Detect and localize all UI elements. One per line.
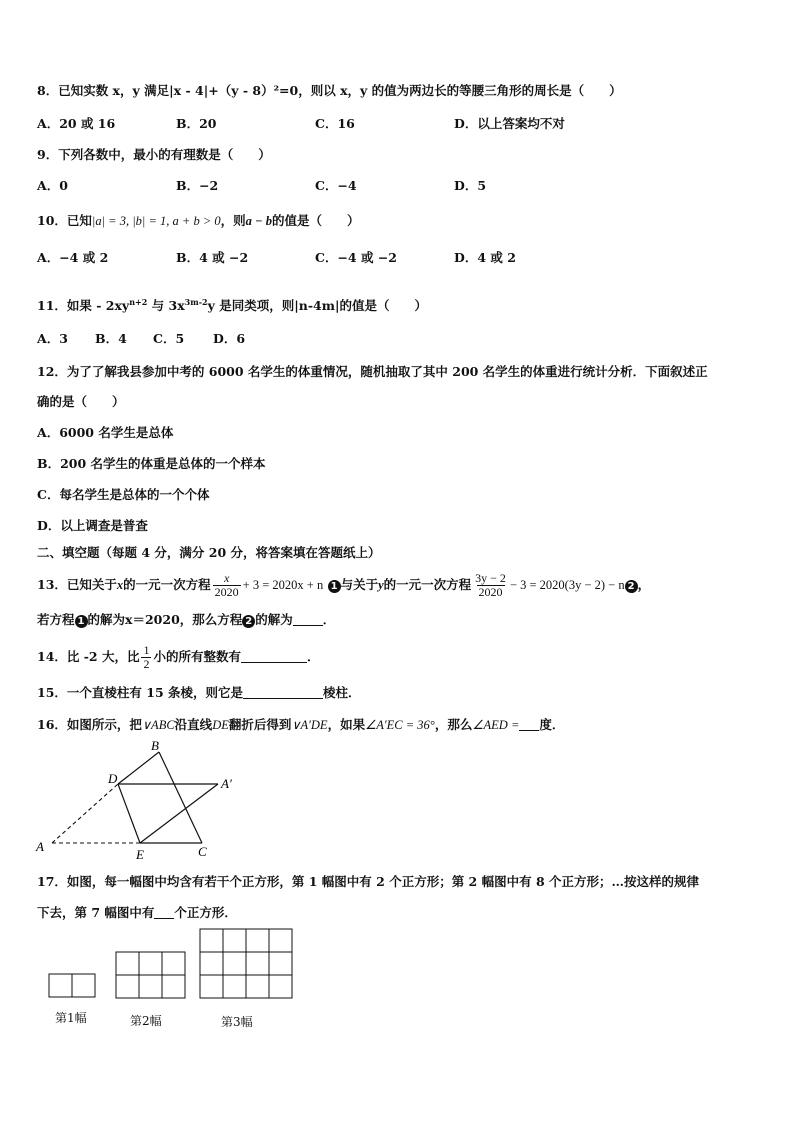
q14-frac-den: 2	[143, 657, 150, 671]
q10-expr: a − b	[245, 214, 272, 228]
q13-circle-1b: 1	[75, 615, 88, 628]
q16-angle-2: ∠AED =	[472, 718, 520, 732]
q11-option-d: D．6	[213, 331, 246, 346]
q14-end: ．	[307, 649, 320, 664]
q16-fold-figure	[30, 738, 250, 864]
label-c: C	[198, 844, 207, 859]
q16-suffix: 度．	[539, 717, 565, 732]
q10-stem	[37, 213, 360, 229]
q8-option-a: A．20 或 16	[37, 116, 116, 131]
q17-caption-3: 第3幅	[221, 1015, 253, 1029]
q13-eq1-rest: + 3 = 2020x + n	[242, 578, 324, 592]
q15-suffix: 棱柱．	[323, 685, 361, 700]
q16-p2: 沿直线	[174, 717, 213, 732]
q16-p5: ，那么	[434, 717, 473, 732]
label-a-prime: A′	[221, 776, 232, 791]
section-2-heading: 二、填空题（每题 4 分，满分 20 分，将答案填在答题纸上）	[37, 545, 381, 560]
q12-option-c: C．每名学生是总体的一个个体	[37, 487, 210, 502]
q15-line	[37, 685, 361, 701]
q16-line-de: DE	[212, 718, 229, 732]
q13-end: ．	[322, 612, 336, 627]
q11-suffix: y 是同类项，则|n-4m|的值是（ ）	[207, 298, 427, 313]
q13-p3: 与关于	[340, 577, 379, 592]
q13-frac2-num: 3y − 2	[475, 571, 506, 585]
q13-frac1-num: x	[224, 571, 230, 585]
label-d: D	[108, 771, 118, 786]
q12-line-1: 12．为了了解我县参加中考的 6000 名学生的体重情况，随机抽取了其中 200 名学生的体重进行统计分析．下面叙述正	[37, 364, 708, 379]
q10-suffix: 的值是（ ）	[272, 213, 360, 228]
q8-stem: 8．已知实数 x，y 满足|x - 4|+（y - 8）²=0，则以 x，y 的值为两边长的等腰三角形的周长是（ ）	[37, 83, 622, 98]
q10-prefix: 10．已知	[37, 213, 92, 228]
q17-answer-blank[interactable]	[154, 906, 174, 919]
q10-option-d: D．4 或 2	[454, 250, 516, 265]
q13-eq2-rest: − 3 = 2020(3y − 2) − n	[509, 578, 625, 592]
q8-option-d: D．以上答案均不对	[454, 116, 565, 131]
q15-prefix: 15．一个直棱柱有 15 条棱，则它是	[37, 685, 243, 700]
segment-ad-dashed	[52, 784, 118, 843]
q17-caption-2: 第2幅	[130, 1014, 162, 1028]
q16-answer-blank[interactable]	[519, 718, 539, 731]
q16-triangle-1: ∨ABC	[141, 718, 175, 732]
q13-line-1: 13．已知关于x的一元一次方程 $\frac{x}{2020}$ + 3 = 2020x + n 1 与关于y的一元一次方程 $\frac{3y - 2}{2020}$ − 3 = 2020(3y − 2) − n 2 ，	[37, 571, 651, 599]
label-a: A	[36, 839, 44, 854]
q13-line2-b: 的解为	[87, 612, 126, 627]
q11-option-c: C．5	[153, 331, 185, 346]
q13-p1: 13．已知关于	[37, 577, 117, 592]
segment-ea-prime	[140, 784, 218, 843]
q8-option-c: C．16	[315, 116, 355, 131]
q11-prefix: 11．如果 - 2xy	[37, 298, 130, 313]
q16-triangle-2: ∨A′DE	[291, 718, 328, 732]
q10-option-a: A．−4 或 2	[37, 250, 109, 265]
q17-line-2	[37, 905, 237, 921]
q17-line2-a: 下去，第 7 幅图中有	[37, 905, 155, 920]
q17-figure-2	[116, 952, 185, 998]
q11-stem	[37, 294, 427, 314]
q13-line2-c: x＝2020，那么方程	[125, 612, 243, 627]
label-b: B	[151, 738, 159, 753]
q17-line2-b: 个正方形．	[174, 905, 237, 920]
q13-line2-a: 若方程	[37, 612, 75, 627]
q9-option-d: D．5	[454, 178, 487, 193]
q9-option-a: A．0	[37, 178, 68, 193]
q11-exponent-2: 3m-2	[184, 297, 208, 307]
q10-option-c: C．−4 或 −2	[315, 250, 397, 265]
q15-answer-blank[interactable]	[243, 686, 323, 699]
q13-circle-2: 2	[625, 580, 638, 593]
q9-option-c: C．−4	[315, 178, 357, 193]
q10-mid: ，则	[220, 213, 246, 228]
q17-square-figures	[46, 926, 296, 1000]
q14-line	[37, 640, 320, 674]
q10-option-b: B．4 或 −2	[176, 250, 249, 265]
segment-de	[118, 784, 140, 843]
q16-line	[37, 717, 564, 733]
segment-bc	[159, 752, 202, 843]
q12-option-d: D．以上调查是普查	[37, 518, 148, 533]
q13-line2-d: 的解为	[255, 612, 293, 627]
q12-option-a: A．6000 名学生是总体	[37, 425, 174, 440]
q13-line-2	[37, 612, 335, 628]
q16-p1: 16．如图所示，把	[37, 717, 142, 732]
q13-var-x: x	[116, 578, 124, 592]
q13-fraction-2	[473, 572, 508, 599]
q11-mid: 与 3x	[147, 298, 185, 313]
q9-stem: 9．下列各数中，最小的有理数是（ ）	[37, 147, 271, 162]
q14-suffix: 小的所有整数有	[153, 649, 241, 664]
q13-p2: 的一元一次方程	[123, 577, 211, 592]
q13-answer-blank[interactable]	[293, 613, 323, 626]
q9-option-b: B．−2	[176, 178, 219, 193]
q13-circle-1: 1	[328, 580, 341, 593]
q11-option-b: B．4	[95, 331, 127, 346]
q13-frac2-den: 2020	[478, 585, 503, 599]
q14-prefix: 14．比 -2 大，比	[37, 649, 140, 664]
q13-p4: 的一元一次方程	[383, 577, 472, 592]
label-e: E	[136, 847, 144, 862]
q12-line-2: 确的是（ ）	[37, 394, 125, 409]
q13-var-y: y	[378, 578, 384, 592]
q16-p3: 翻折后得到	[228, 717, 292, 732]
q17-caption-1: 第1幅	[55, 1011, 87, 1025]
segment-bd	[118, 752, 159, 784]
q13-circle-2b: 2	[242, 615, 255, 628]
q10-condition: |a| = 3, |b| = 1, a + b > 0	[91, 214, 221, 228]
q17-figure-1	[49, 974, 95, 997]
q17-line-1: 17．如图，每一幅图中均含有若干个正方形，第 1 幅图中有 2 个正方形；第 2 幅图中有 8 个正方形；…按这样的规律	[37, 874, 700, 889]
q14-frac-num: 1	[143, 643, 150, 657]
q11-exponent-1: n+2	[129, 297, 148, 307]
q13-fraction-1	[213, 572, 241, 599]
q8-option-b: B．20	[176, 116, 217, 131]
q13-frac1-den: 2020	[214, 585, 239, 599]
q16-angle-1: ∠A′EC = 36°	[365, 718, 435, 732]
q14-answer-blank[interactable]	[241, 650, 307, 663]
q16-p4: ，如果	[327, 717, 366, 732]
q14-fraction	[141, 644, 151, 671]
q12-option-b: B．200 名学生的体重是总体的一个样本	[37, 456, 266, 471]
q11-option-a: A．3	[37, 331, 68, 346]
q17-figure-3	[200, 929, 292, 998]
